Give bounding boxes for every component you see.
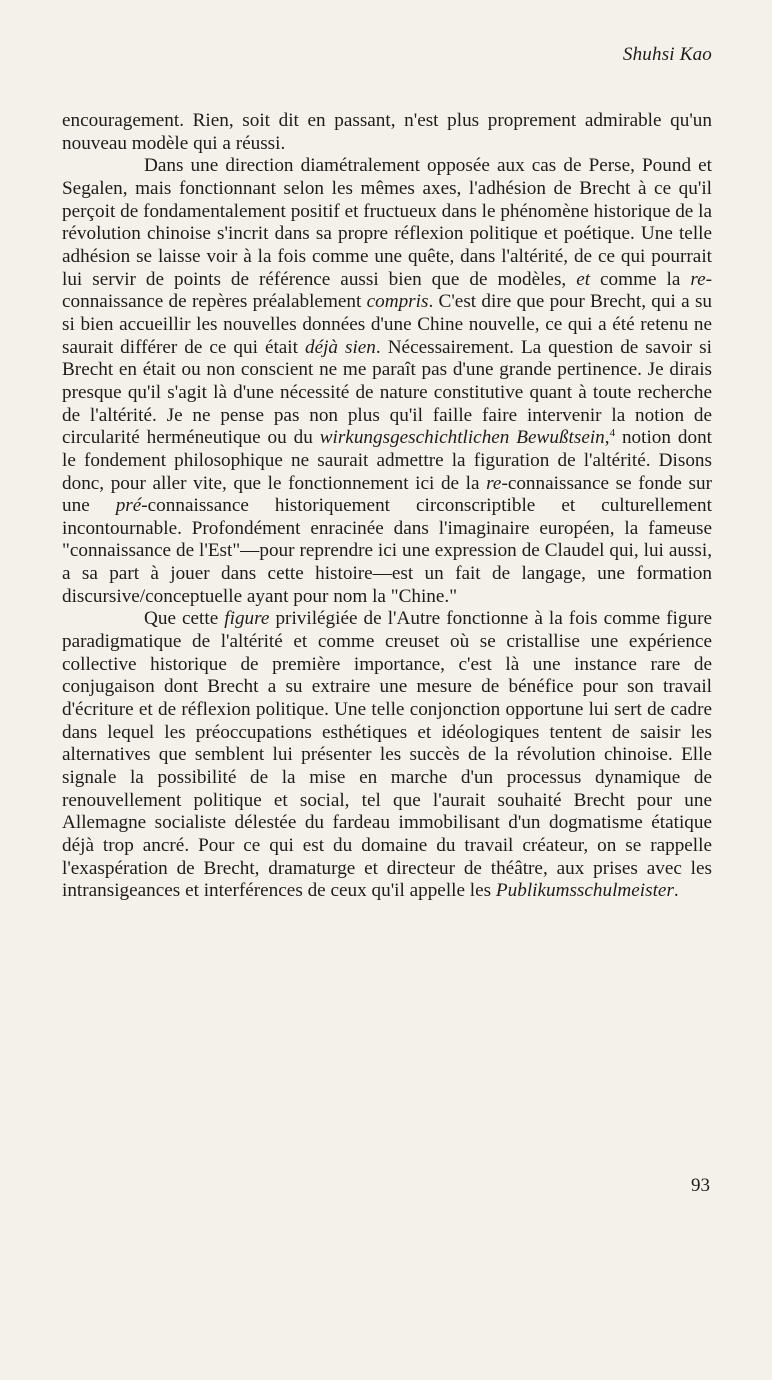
- text-run: -connaissance se fonde sur une: [62, 472, 713, 517]
- italic-text: Publikumsschulmeister: [495, 880, 674, 902]
- body-text: [62, 110, 712, 903]
- text-run: notion dont le fondement philosophique ne saurait admettre la figuration de l'altérité. Disons donc, pour aller vite, que le fonctionnement ici de la: [62, 427, 712, 494]
- text-run: .: [673, 880, 679, 902]
- text-run: ,: [604, 427, 610, 449]
- italic-text: re: [690, 268, 706, 290]
- paragraph: [62, 155, 712, 608]
- text-run: -connaissance historiquement circonscriptible et culturellement incontournable. Profondément enracinée dans l'imaginaire européen, la fameuse "connaissance de l'Est"—pour reprendre ici une expression de Claudel qui, lui aussi, a sa part à jouer dans cette histoire—est un fait de langage, une formation discursive/conceptuelle ayant pour nom la "Chine.": [62, 495, 712, 607]
- italic-text: pré: [115, 495, 142, 517]
- text-run: encouragement. Rien, soit dit en passant, n'est plus proprement admirable qu'un nouveau modèle qui a réussi.: [62, 110, 712, 154]
- footnote-marker: 4: [609, 427, 616, 440]
- italic-text: et: [576, 268, 591, 290]
- italic-text: figure: [224, 608, 270, 630]
- text-run: Dans une direction diamétralement opposée aux cas de Perse, Pound et Segalen, mais fonctionnant selon les mêmes axes, l'adhésion de Brecht à ce qu'il perçoit de fondamentalement positif et fructueux dans le phénomène historique de la révolution chinoise s'incrit dans sa propre réflexion politique et poétique. Une telle adhésion se laisse voir à la fois comme une quête, dans l'altérité, de ce qui pourrait lui servir de points de référence aussi bien que de modèles,: [62, 155, 712, 290]
- page-number: 93: [691, 1175, 710, 1196]
- italic-text: compris: [366, 291, 429, 313]
- text-run: -connaissance de repères préalablement: [62, 268, 712, 313]
- text-run: . C'est dire que pour Brecht, qui a su si bien accueillir les nouvelles données d'une Chine nouvelle, ce qui a été retenu ne saurait différer de ce qui était: [62, 291, 713, 358]
- paragraph: [62, 110, 712, 155]
- running-head: Shuhsi Kao: [622, 44, 712, 65]
- paragraph: [62, 608, 712, 903]
- italic-text: re: [486, 472, 502, 494]
- text-run: Que cette: [144, 608, 225, 630]
- italic-text: wirkungsgeschichtlichen Bewußtsein: [319, 427, 605, 449]
- italic-text: déjà sien: [304, 336, 376, 358]
- text-run: privilégiée de l'Autre fonctionne à la fois comme figure paradigmatique de l'altérité et comme creuset où se cristallise une expérience collective historique de première importance, c'est là une instance rare de conjugaison dont Brecht a su extraire une mesure de bénéfice pour son travail d'écriture et de réflexion politique. Une telle conjonction opportune lui sert de cadre dans lequel les préoccupations esthétiques et idéologiques tentent de saisir les alternatives que semblent lui présenter les succès de la révolution chinoise. Elle signale la possibilité de la mise en marche d'un processus dynamique de renouvellement politique et social, tel que l'aurait souhaité Brecht pour une Allemagne socialiste délestée du fardeau immobilisant d'un dogmatisme étatique déjà trop ancré. Pour ce qui est du domaine du travail créateur, on se rappelle l'exaspération de Brecht, dramaturge et directeur de théâtre, aux prises avec les intransigeances et interférences de ceux qu'il appelle les: [62, 608, 712, 902]
- text-run: . Nécessairement. La question de savoir si Brecht en était ou non conscient ne me paraît pas d'une grande pertinence. Je dirais presque qu'il s'agit là d'une nécessité de nature constitutive quant à toute recherche de l'altérité. Je ne pense pas non plus qu'il faille faire intervenir la notion de circularité herméneutique ou du: [62, 336, 712, 449]
- text-run: comme la: [590, 268, 691, 290]
